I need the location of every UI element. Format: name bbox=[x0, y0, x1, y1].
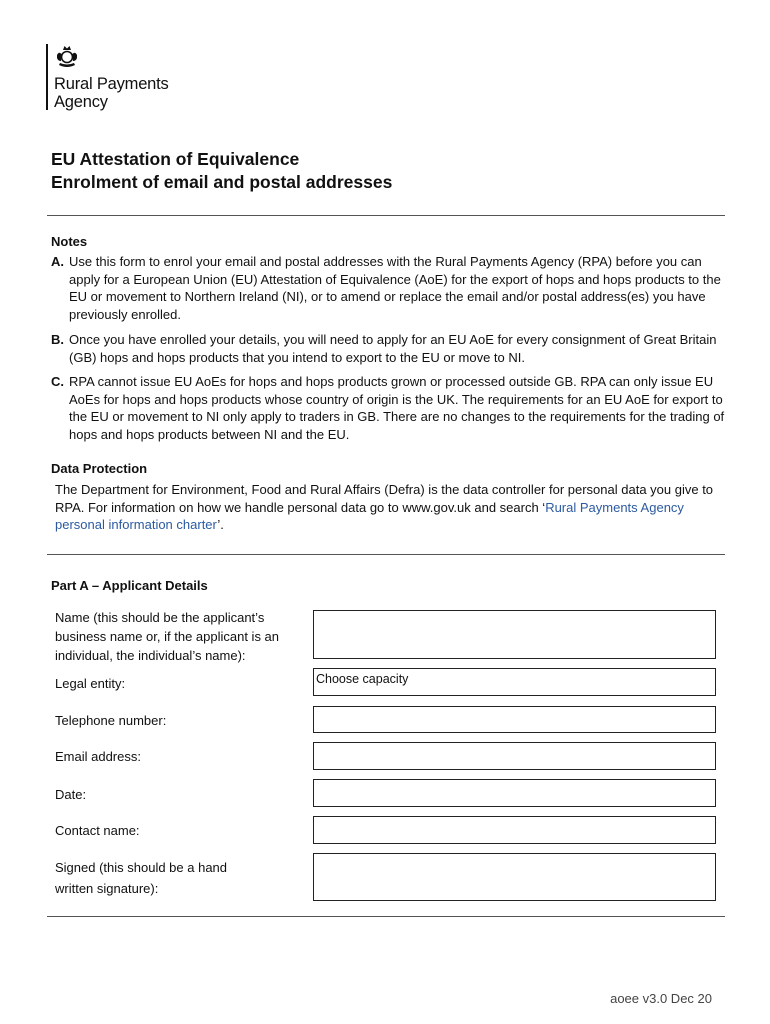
divider-bottom bbox=[47, 916, 725, 917]
logo-line-1: Rural Payments bbox=[54, 75, 169, 93]
note-a-text: Use this form to enrol your email and postal addresses with the Rural Payments Agency (RPA) before you can apply for a European Union (EU) Attestation of Equivalence (AoE) for the export of hops and hops products to the EU or movement to Northern Ireland (NI), or to amend or replace the email and/or postal address(es) you have previously enrolled. bbox=[69, 254, 721, 322]
logo-divider bbox=[46, 44, 48, 110]
divider-top bbox=[47, 215, 725, 216]
logo-line-2: Agency bbox=[54, 93, 108, 111]
note-a-label: A. bbox=[51, 254, 64, 269]
note-b-label: B. bbox=[51, 332, 64, 347]
contact-name-label: Contact name: bbox=[55, 823, 140, 838]
notes-heading: Notes bbox=[51, 234, 88, 249]
royal-crest-icon bbox=[54, 44, 80, 70]
divider-middle bbox=[47, 554, 725, 555]
personal-info-charter-link[interactable]: Rural Payments Agency personal information charter bbox=[55, 499, 684, 533]
part-a-heading: Part A – Applicant Details bbox=[51, 578, 208, 593]
note-c-label: C. bbox=[51, 374, 64, 389]
data-protection-text bbox=[55, 481, 725, 534]
name-field[interactable] bbox=[313, 610, 716, 659]
dp-text-before: The Department for Environment, Food and Rural Affairs (Defra) is the data controller for personal data you give to RPA. For information on how we handle personal data go to www.gov.uk and search ‘ bbox=[55, 482, 714, 515]
dp-text-after: ’. bbox=[217, 517, 224, 533]
legal-entity-select[interactable]: Choose capacity bbox=[313, 668, 716, 696]
email-field[interactable] bbox=[313, 742, 716, 770]
version-footer: aoee v3.0 Dec 20 bbox=[610, 991, 712, 1006]
note-c bbox=[51, 373, 731, 443]
note-a bbox=[51, 253, 731, 323]
email-label: Email address: bbox=[55, 749, 141, 764]
title-line-1: EU Attestation of Equivalence bbox=[51, 149, 300, 169]
logo-text bbox=[54, 75, 169, 111]
title-line-2: Enrolment of email and postal addresses bbox=[51, 172, 393, 192]
date-field[interactable] bbox=[313, 779, 716, 807]
signature-field[interactable] bbox=[313, 853, 716, 901]
data-protection-heading: Data Protection bbox=[51, 461, 148, 476]
signature-label: Signed (this should be a hand written signature): bbox=[55, 860, 228, 896]
telephone-label: Telephone number: bbox=[55, 713, 167, 728]
legal-entity-label: Legal entity: bbox=[55, 676, 126, 691]
note-c-text: RPA cannot issue EU AoEs for hops and hops products grown or processed outside GB. RPA can only issue EU AoEs for hops and hops products whose country of origin is the UK. The requirements for an EU AoE for export to the EU or movement to NI only apply to traders in GB. There are no changes to the requirements for the trading of hops and hops products between NI and the EU. bbox=[69, 374, 725, 442]
name-label: Name (this should be the applicant’s business name or, if the applicant is an individual, the individual’s name): bbox=[55, 610, 280, 663]
telephone-field[interactable] bbox=[313, 706, 716, 733]
note-b-text: Once you have enrolled your details, you will need to apply for an EU AoE for every consignment of Great Britain (GB) hops and hops products that you intend to export to the EU or move to NI. bbox=[69, 332, 717, 365]
contact-name-field[interactable] bbox=[313, 816, 716, 844]
date-label: Date: bbox=[55, 787, 87, 802]
note-b bbox=[51, 331, 731, 366]
page-title bbox=[51, 148, 392, 194]
